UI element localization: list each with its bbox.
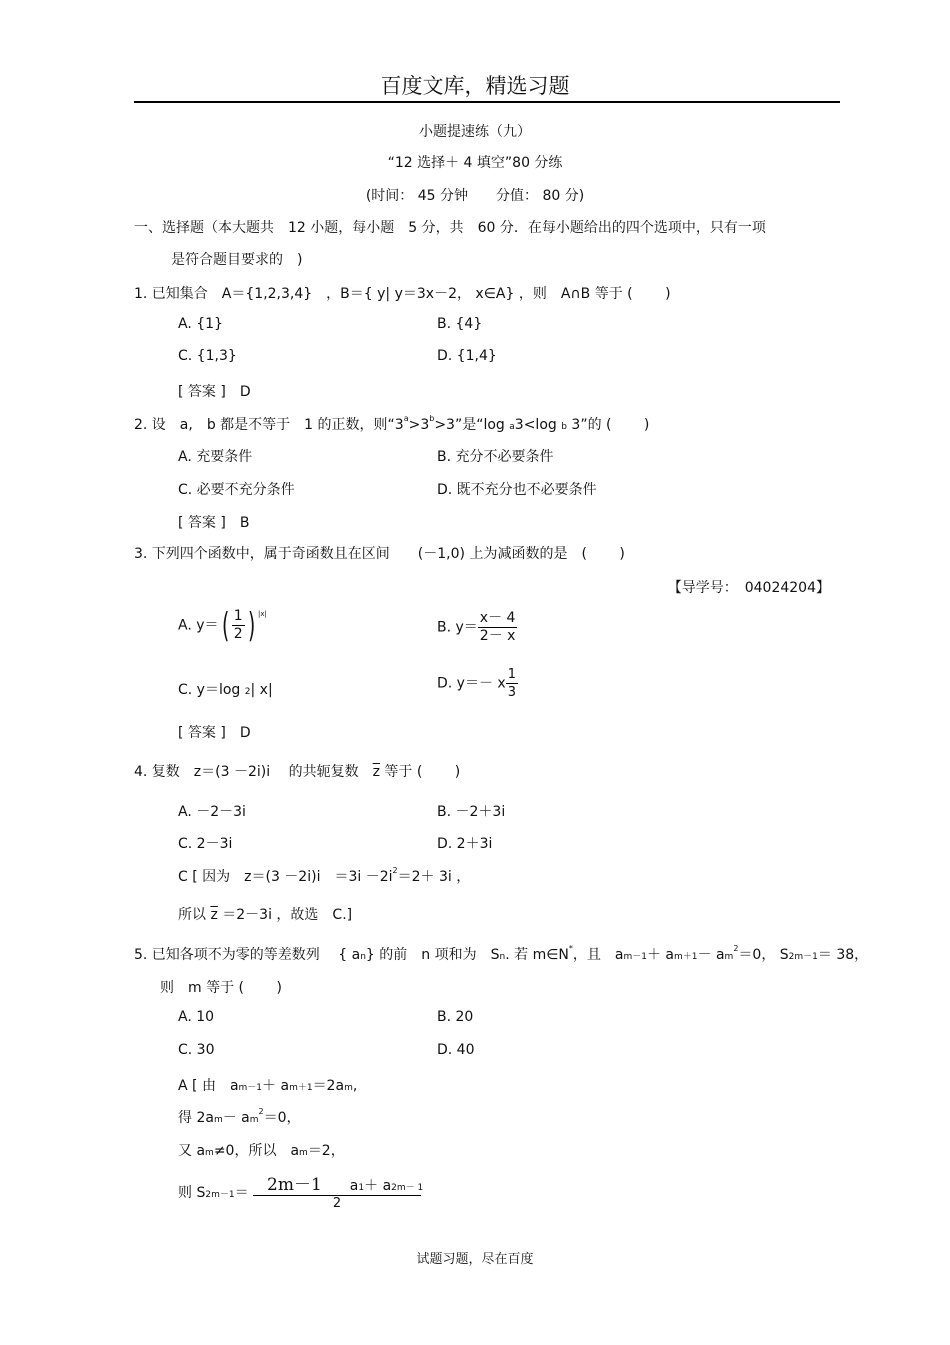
q5-s-sub6: m [205, 1148, 214, 1158]
q2-part5: 3”的 ( ) [571, 417, 650, 433]
q5-s-t5: － a [222, 1110, 250, 1126]
q5-sub3: m [724, 952, 734, 962]
q2-part3: >3”是“log [434, 417, 505, 433]
time-and-score: (时间： 45 分钟 分值： 80 分) [365, 188, 585, 204]
question-2-stem [134, 414, 649, 434]
q4-sol-text3: 所以 [178, 907, 206, 923]
q5-s-sub5: m [249, 1115, 259, 1125]
question-4-stem [134, 761, 460, 781]
q3-d-exponent-fraction [506, 666, 518, 701]
q5-s-t10: 则 S [178, 1185, 206, 1201]
q5-option-c: C. 30 [178, 1042, 215, 1058]
q2-option-d: D. 既不充分也不必要条件 [437, 482, 597, 498]
numerator: x－ 4 [479, 610, 516, 626]
q3-answer: [ 答案 ] D [178, 725, 251, 741]
q5-solution-line4 [178, 1170, 424, 1211]
q2-option-a: A. 充要条件 [178, 449, 253, 465]
q4-sol-square: 2 [392, 866, 398, 875]
q2-answer: [ 答案 ] B [178, 515, 250, 531]
q5-s-square: 2 [258, 1107, 264, 1116]
q5-fraction-numerator [253, 1170, 424, 1195]
q5-square: 2 [733, 944, 739, 953]
q5-s-t1: A [ 由 a [178, 1078, 239, 1094]
q3-b-fraction [478, 610, 518, 645]
q2-part1: 2. 设 a, b 都是不等于 1 的正数，则“3 [134, 417, 404, 433]
q3-b-prefix: B. y＝ [437, 619, 478, 636]
q1-answer: [ 答案 ] D [178, 384, 251, 400]
page-header-title: 百度文库，精选习题 [380, 74, 570, 98]
q2-part4: 3<log [514, 417, 557, 433]
q5-star: * [568, 944, 573, 953]
q4-part1: 4. 复数 z＝(3 －2i)i 的共轭复数 [134, 764, 373, 780]
q3-a-exponent: |x| [257, 609, 267, 618]
q5-num-sub1: 1 [358, 1183, 365, 1193]
q5-t3: . 若 m∈N [505, 947, 569, 963]
q4-sol-text4: ＝2－3i ，故选 C.] [222, 907, 353, 923]
q5-t1: 5. 已知各项不为零的等差数列 { a [134, 947, 361, 963]
q5-t5: ＋ a [646, 947, 674, 963]
question-1-stem: 1. 已知集合 A＝{1,2,3,4} ，B＝{ y| y＝3x－2， x∈A} ，则 A∩B 等于 ( ) [134, 286, 671, 302]
q5-s-t8: ≠0，所以 a [213, 1143, 300, 1159]
q5-s-t6: ＝0， [263, 1110, 301, 1126]
q4-option-d: D. 2＋3i [437, 836, 493, 852]
z-conjugate: $\overline{z}$ [210, 907, 218, 923]
q5-t4: ，且 a [572, 947, 624, 963]
q5-option-d: D. 40 [437, 1042, 475, 1058]
q2-option-c: C. 必要不充分条件 [178, 482, 295, 498]
q5-sum-fraction [253, 1170, 424, 1211]
q4-part2: 等于 ( ) [384, 764, 461, 780]
q1-option-a: A. {1} [178, 316, 223, 332]
q5-num-sub2: 2m－ 1 [391, 1183, 424, 1193]
q5-t6: － a [697, 947, 725, 963]
section-subtitle: “12 选择＋ 4 填空”80 分练 [387, 155, 563, 171]
q2-part2: >3 [408, 417, 430, 433]
q2-log-base-b: b [561, 422, 567, 432]
q3-c-text: C. y＝log [178, 682, 241, 698]
question-3-stem: 3. 下列四个函数中，属于奇函数且在区间 (－1,0) 上为减函数的是 ( ) [134, 546, 625, 562]
q2-exp-b: b [429, 414, 435, 423]
z-conjugate: $\overline{z}$ [372, 764, 380, 780]
q3-option-c [178, 679, 273, 699]
q5-num-part2: a [349, 1178, 359, 1194]
q3-c-base: 2 [244, 687, 251, 697]
q1-option-c: C. {1,3} [178, 348, 237, 364]
section-instruction-cont: 是符合题目要求的 ) [171, 252, 303, 268]
q5-s-t4: 得 2a [178, 1110, 214, 1126]
q5-t8: ＝ 38， [817, 947, 869, 963]
denominator: 2 [233, 626, 243, 642]
q1-option-b: B. {4} [437, 316, 483, 332]
q5-s-sub7: m [299, 1148, 308, 1158]
q5-s-sub4: m [213, 1115, 223, 1125]
q5-sub-n2: n [499, 952, 506, 962]
q3-d-prefix: D. y＝－ x [437, 675, 506, 692]
page-footer: 试题习题，尽在百度 [416, 1252, 534, 1267]
q3-option-a [178, 605, 267, 646]
q4-option-b: B. －2＋3i [437, 804, 506, 820]
q2-exp-a: a [403, 414, 409, 423]
q2-option-b: B. 充分不必要条件 [437, 449, 554, 465]
q5-sub1: m－1 [623, 952, 647, 962]
denominator: 3 [507, 685, 516, 700]
q5-s-sub3: m [344, 1083, 353, 1093]
q4-solution-line1 [178, 866, 470, 886]
q4-sol-text2: ＝2＋ 3i ， [397, 869, 471, 885]
q2-log-base-a: a [509, 422, 515, 432]
q5-sub4: 2m－1 [788, 952, 818, 962]
section-instruction: 一、选择题（本大题共 12 小题，每小题 5 分，共 60 分．在每小题给出的四个选项中，只有一项 [134, 220, 766, 236]
q5-option-b: B. 20 [437, 1009, 474, 1025]
q5-s-t9: ＝2， [307, 1143, 345, 1159]
q3-a-prefix: A. y＝ [178, 617, 219, 634]
q5-s-t11: ＝ [234, 1185, 249, 1201]
q5-num-part3: ＋ a [364, 1178, 392, 1194]
q5-sub-n: n [360, 952, 366, 962]
q5-s-sub2: m＋1 [289, 1083, 313, 1093]
q5-t2: } 的前 n 项和为 S [365, 947, 500, 963]
q5-s-t2: ＋ a [262, 1078, 290, 1094]
q4-sol-text1: C [ 因为 z＝(3 －2i)i ＝3i －2i [178, 869, 393, 885]
q5-s-sub8: 2m－1 [205, 1190, 235, 1200]
q5-solution-line1: A [ 由 am－1＋ am＋1＝2am, [178, 1078, 358, 1094]
denominator: 2－ x [479, 628, 516, 644]
q5-stem-cont: 则 m 等于 ( ) [160, 980, 282, 996]
q5-solution-line2 [178, 1107, 301, 1127]
q5-s-sub1: m－1 [238, 1083, 263, 1093]
q5-s-t7: 又 a [178, 1143, 206, 1159]
question-5-stem [134, 944, 868, 964]
guide-number: 【导学号： 04024204】 [667, 580, 830, 596]
header-rule [134, 101, 840, 103]
q4-solution-line2 [178, 904, 352, 924]
q3-c-end: | x| [250, 682, 273, 698]
q1-option-d: D. {1,4} [437, 348, 497, 364]
numerator: 1 [507, 667, 516, 682]
q3-option-d [437, 666, 518, 701]
q5-option-a: A. 10 [178, 1009, 215, 1025]
q4-option-a: A. －2－3i [178, 804, 246, 820]
q3-option-b [437, 610, 517, 645]
q4-option-c: C. 2－3i [178, 836, 233, 852]
left-paren: ( [221, 605, 229, 646]
q5-num-part1: 2m－1 [267, 1175, 322, 1195]
q5-solution-line3 [178, 1140, 345, 1160]
q5-s-t3: ＝2a [312, 1078, 345, 1094]
q5-fraction-denominator: 2 [332, 1196, 342, 1211]
q5-sub2: m＋1 [674, 952, 698, 962]
q3-a-fraction [232, 608, 245, 643]
right-paren: ) [247, 605, 255, 646]
section-title: 小题提速练（九） [419, 124, 531, 140]
q5-t7: ＝0， S [738, 947, 789, 963]
numerator: 1 [233, 608, 243, 624]
